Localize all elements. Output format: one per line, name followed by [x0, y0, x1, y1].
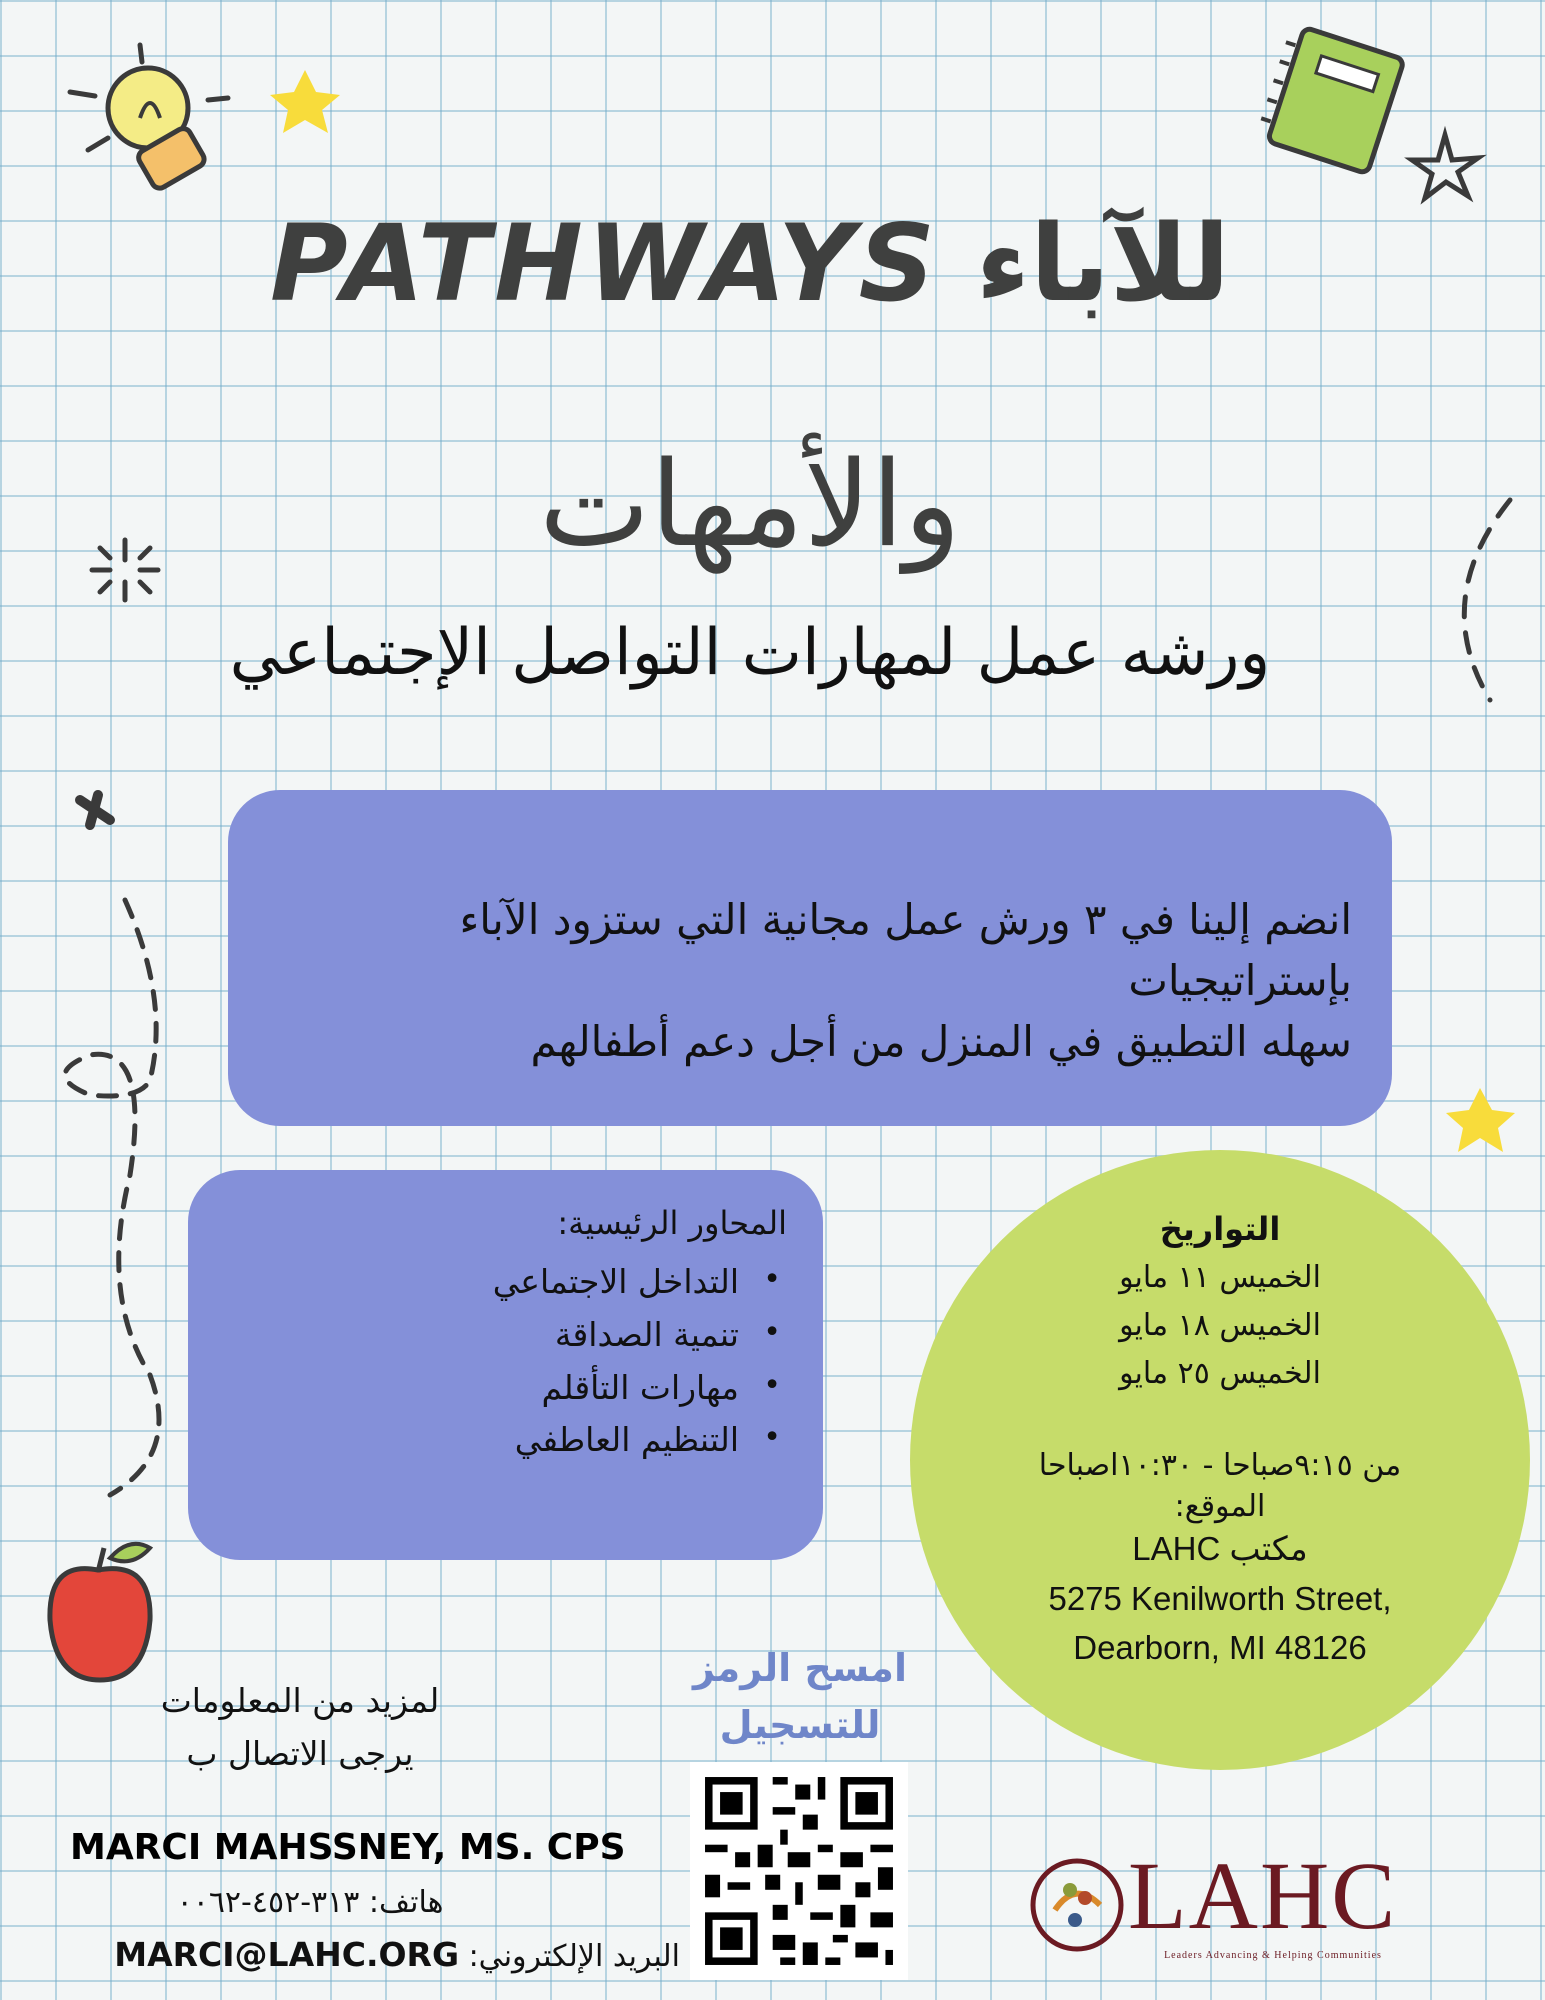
apple-icon: [50, 1544, 150, 1680]
qr-code-icon[interactable]: [690, 1762, 908, 1980]
intro-line: سهله التطبيق في المنزل من أجل دعم أطفالهم: [530, 1016, 1352, 1066]
lightbulb-icon: [70, 45, 228, 191]
list-item: • التداخل الاجتماعي: [224, 1256, 787, 1309]
list-item: • تنمية الصداقة: [224, 1309, 787, 1362]
more-info-line: يرجى الاتصال ب: [186, 1733, 414, 1773]
topics-heading: المحاور الرئيسية:: [557, 1204, 787, 1242]
intro-text: [268, 890, 1352, 1073]
dates-content: [975, 1210, 1465, 1673]
time-range: من ٩:١٥صباحا - ١٠:٣٠اصباحا: [1038, 1448, 1402, 1483]
more-info-text: [120, 1675, 480, 1781]
email-link[interactable]: MARCI@LAHC.ORG: [114, 1935, 460, 1974]
lahc-logo-text: LAHC: [1128, 1842, 1398, 1949]
lahc-logo-tagline: Leaders Advancing & Helping Communities: [1164, 1950, 1382, 1961]
dashed-loop-decoration: [65, 900, 159, 1495]
star-icon: [1446, 1088, 1515, 1152]
contact-email-line: [60, 1935, 680, 1974]
plus-icon: [80, 795, 110, 825]
date-item: الخميس ١١ مايو: [1119, 1260, 1321, 1295]
intro-box: [228, 790, 1392, 1126]
subtitle: ورشه عمل لمهارات التواصل الإجتماعي: [229, 616, 1271, 690]
scan-line: امسح الرمز: [693, 1646, 907, 1690]
topics-list: [224, 1256, 787, 1467]
email-label: البريد الإلكتروني:: [468, 1939, 680, 1974]
title-english: PATHWAYS: [270, 202, 939, 325]
notebook-icon: [1255, 23, 1404, 174]
date-item: الخميس ١٨ مايو: [1119, 1308, 1321, 1343]
date-item: الخميس ٢٥ مايو: [1119, 1356, 1321, 1391]
contact-name: MARCI MAHSSNEY, MS. CPS: [70, 1827, 626, 1868]
star-icon: [270, 70, 340, 133]
sparkle-icon: [92, 540, 158, 600]
list-item: • مهارات التأقلم: [224, 1362, 787, 1415]
dashed-arc-decoration: [1464, 500, 1510, 700]
scan-line: للتسجيل: [719, 1703, 881, 1747]
topics-box: [188, 1170, 823, 1560]
dates-title: التواريخ: [1159, 1210, 1281, 1248]
location-name: مكتب LAHC: [1132, 1530, 1308, 1567]
address-line: Dearborn, MI 48126: [1073, 1629, 1367, 1666]
lahc-logo-emblem: [1025, 1850, 1130, 1955]
intro-line: انضم إلينا في ٣ ورش عمل مجانية التي ستزود الآباء بإستراتيجيات: [459, 895, 1352, 1005]
title-line2: والأمهات: [539, 435, 961, 573]
scan-to-register-label: [670, 1640, 930, 1754]
location-label: الموقع:: [1174, 1489, 1266, 1524]
more-info-line: لمزيد من المعلومات: [160, 1681, 440, 1720]
title-arabic: للآباء: [975, 202, 1230, 325]
contact-phone: هاتف: ٣١٣-٤٥٢-٠٠٦٢: [176, 1885, 444, 1920]
list-item: • التنظيم العاطفي: [224, 1414, 787, 1467]
star-outline-icon: [1412, 135, 1478, 198]
page-title: [150, 200, 1350, 327]
address-line: 5275 Kenilworth Street,: [1048, 1579, 1392, 1617]
